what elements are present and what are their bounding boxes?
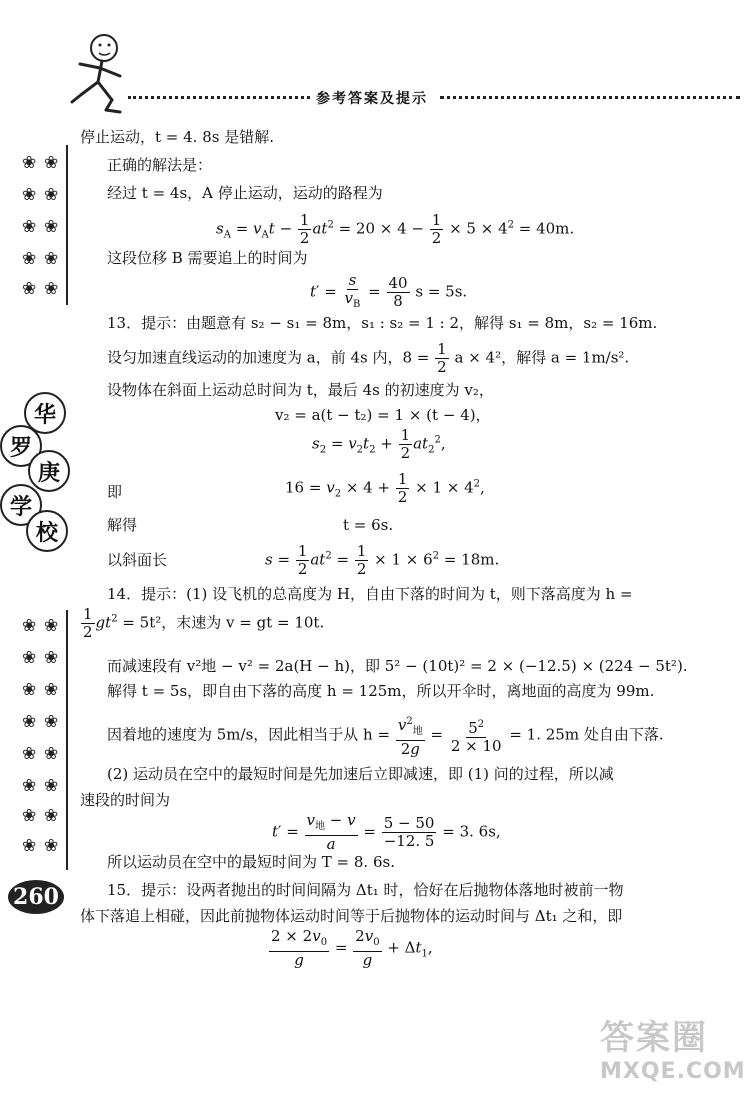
text-segment: = 1. 25m 处自由下落. bbox=[509, 725, 664, 744]
flower-ornament-icon: ❀ bbox=[22, 279, 37, 299]
formula-line: t′ = $\frac{v_地 - v}{a}$ = $\frac{5 - 50}{-12. 5}$ = 3. 6s, bbox=[272, 811, 501, 853]
text-line: 这段位移 B 需要追上的时间为 bbox=[107, 249, 308, 267]
text-line: (2) 运动员在空中的最短时间是先加速后立即减速，即 (1) 问的过程，所以减 bbox=[107, 765, 614, 783]
flower-ornament-icon: ❀ bbox=[44, 680, 59, 700]
text-line: 设匀加速直线运动的加速度为 a，前 4s 内，8 = $\frac{1}{2}$ a × 4²，解得 a = 1m/s². bbox=[107, 340, 630, 376]
text-segment: = 5t²，末速为 v = gt = 10t. bbox=[122, 613, 325, 632]
flower-ornament-icon: ❀ bbox=[44, 648, 59, 668]
sidebar-badge: 校 bbox=[26, 510, 68, 552]
text-segment: 设匀加速直线运动的加速度为 a，前 4s 内，8 = bbox=[107, 348, 430, 367]
sidebar-badge: 庚 bbox=[28, 450, 70, 492]
watermark-line: 答案圈 bbox=[600, 1018, 708, 1058]
formula-line: v₂ = a(t − t₂) = 1 × (t − 4)， bbox=[275, 406, 491, 424]
text-line: 解得 t = 5s，即自由下落的高度 h = 125m，所以开伞时，离地面的高度为 99m. bbox=[107, 682, 655, 700]
flower-ornament-icon: ❀ bbox=[22, 836, 37, 856]
flower-ornament-icon: ❀ bbox=[44, 185, 59, 205]
text-line: 以斜面长 bbox=[107, 551, 168, 569]
sidebar-badge: 学 bbox=[0, 484, 42, 526]
sidebar-frame-line bbox=[66, 145, 68, 305]
text-line: 体下落追上相碰，因此前抛物体运动时间等于后抛物体的运动时间与 Δt₁ 之和，即 bbox=[80, 907, 623, 925]
text-line: 所以运动员在空中的最短时间为 T = 8. 6s. bbox=[107, 853, 395, 871]
flower-ornament-icon: ❀ bbox=[44, 806, 59, 826]
text-line: 14．提示：(1) 设飞机的总高度为 H，自由下落的时间为 t，则下落高度为 h = bbox=[107, 585, 633, 603]
text-line: 正确的解法是： bbox=[107, 156, 213, 174]
header-dotted-rule-left bbox=[128, 96, 310, 99]
flower-ornament-icon: ❀ bbox=[44, 217, 59, 237]
text-line: 解得 bbox=[107, 516, 138, 534]
formula-line: $s_A = v_At$ − $\frac{1}{2}$ $at^2 = 20 \times 4$ − $\frac{1}{2}$ × $5 \times 4^2 = 40m$. bbox=[216, 211, 575, 247]
sidebar-badge: 华 bbox=[24, 392, 66, 434]
flower-ornament-icon: ❀ bbox=[44, 249, 59, 269]
header-dotted-rule-right bbox=[440, 96, 740, 99]
watermark-line: MXQE.COM bbox=[600, 1059, 746, 1084]
formula-line: t′ = $\frac{s}{v_B}$ = $\frac{40}{8}$ s = 5s. bbox=[310, 271, 468, 310]
flower-ornament-icon: ❀ bbox=[44, 712, 59, 732]
flower-ornament-icon: ❀ bbox=[22, 616, 37, 636]
sidebar-badge: 罗 bbox=[0, 425, 42, 467]
flower-ornament-icon: ❀ bbox=[44, 616, 59, 636]
header-title: 参考答案及提示 bbox=[312, 88, 432, 108]
page-header bbox=[0, 0, 750, 125]
text-line: 经过 t = 4s，A 停止运动，运动的路程为 bbox=[107, 184, 383, 202]
text-line: 即 bbox=[107, 483, 123, 501]
text-line: $\frac{1}{2}$ $gt^2 = 5t^2$，末速为 v = gt = 10t. bbox=[83, 605, 325, 641]
running-boy-icon bbox=[62, 30, 142, 120]
text-line: 因着地的速度为 5m/s，因此相当于从 h = $\frac{v^2_地}{2g}$ = $\frac{5^2}{2 \times 10}$ = 1. 25m 处自由下落. bbox=[107, 713, 664, 758]
flower-ornament-icon: ❀ bbox=[44, 744, 59, 764]
formula-line: $16 = v_2 \times 4$ + $\frac{1}{2}$ × $1 \times 4^2$, bbox=[285, 470, 485, 506]
text-line: 而减速段有 v²地 − v² = 2a(H − h)，即 5² − (10t)² = 2 × (−12.5) × (224 − 5t²). bbox=[107, 657, 688, 675]
flower-ornament-icon: ❀ bbox=[22, 776, 37, 796]
flower-ornament-icon: ❀ bbox=[22, 712, 37, 732]
flower-ornament-icon: ❀ bbox=[44, 153, 59, 173]
text-line: 停止运动，t = 4. 8s 是错解. bbox=[80, 128, 274, 146]
flower-ornament-icon: ❀ bbox=[22, 185, 37, 205]
formula-line: $s_2 = v_2t_2$ + $\frac{1}{2}$ $at_2^2$, bbox=[312, 426, 446, 462]
formula-line: $\frac{2 \times 2v_0}{g}$ = $\frac{2v_0}{g}$ + $\Delta t_1$, bbox=[271, 927, 433, 969]
flower-ornament-icon: ❀ bbox=[44, 279, 59, 299]
flower-ornament-icon: ❀ bbox=[22, 648, 37, 668]
flower-ornament-icon: ❀ bbox=[22, 249, 37, 269]
flower-ornament-icon: ❀ bbox=[22, 680, 37, 700]
text-line: 速段的时间为 bbox=[80, 791, 171, 809]
text-line: 13．提示：由题意有 s₂ − s₁ = 8m，s₁ : s₂ = 1 : 2，解得 s₁ = 8m，s₂ = 16m. bbox=[107, 314, 658, 332]
flower-ornament-icon: ❀ bbox=[44, 836, 59, 856]
text-line: 设物体在斜面上运动总时间为 t，最后 4s 的初速度为 v₂， bbox=[107, 381, 494, 399]
flower-ornament-icon: ❀ bbox=[44, 776, 59, 796]
formula-line: t = 6s. bbox=[343, 516, 394, 534]
flower-ornament-icon: ❀ bbox=[22, 217, 37, 237]
text-segment: a × 4²，解得 a = 1m/s². bbox=[454, 348, 630, 367]
text-line: 15．提示：设两者抛出的时间间隔为 Δt₁ 时，恰好在后抛物体落地时被前一物 bbox=[107, 881, 624, 899]
flower-ornament-icon: ❀ bbox=[22, 153, 37, 173]
page-number: 260 bbox=[8, 880, 64, 914]
sidebar-frame-line bbox=[66, 610, 68, 870]
flower-ornament-icon: ❀ bbox=[22, 806, 37, 826]
flower-ornament-icon: ❀ bbox=[22, 744, 37, 764]
text-segment: 因着地的速度为 5m/s，因此相当于从 h = bbox=[107, 725, 391, 744]
formula-line: s = $\frac{1}{2}$ $at^2$ = $\frac{1}{2}$ × $1 \times 6^2 = 18m$. bbox=[265, 542, 500, 578]
watermark-logo bbox=[600, 1010, 746, 1090]
